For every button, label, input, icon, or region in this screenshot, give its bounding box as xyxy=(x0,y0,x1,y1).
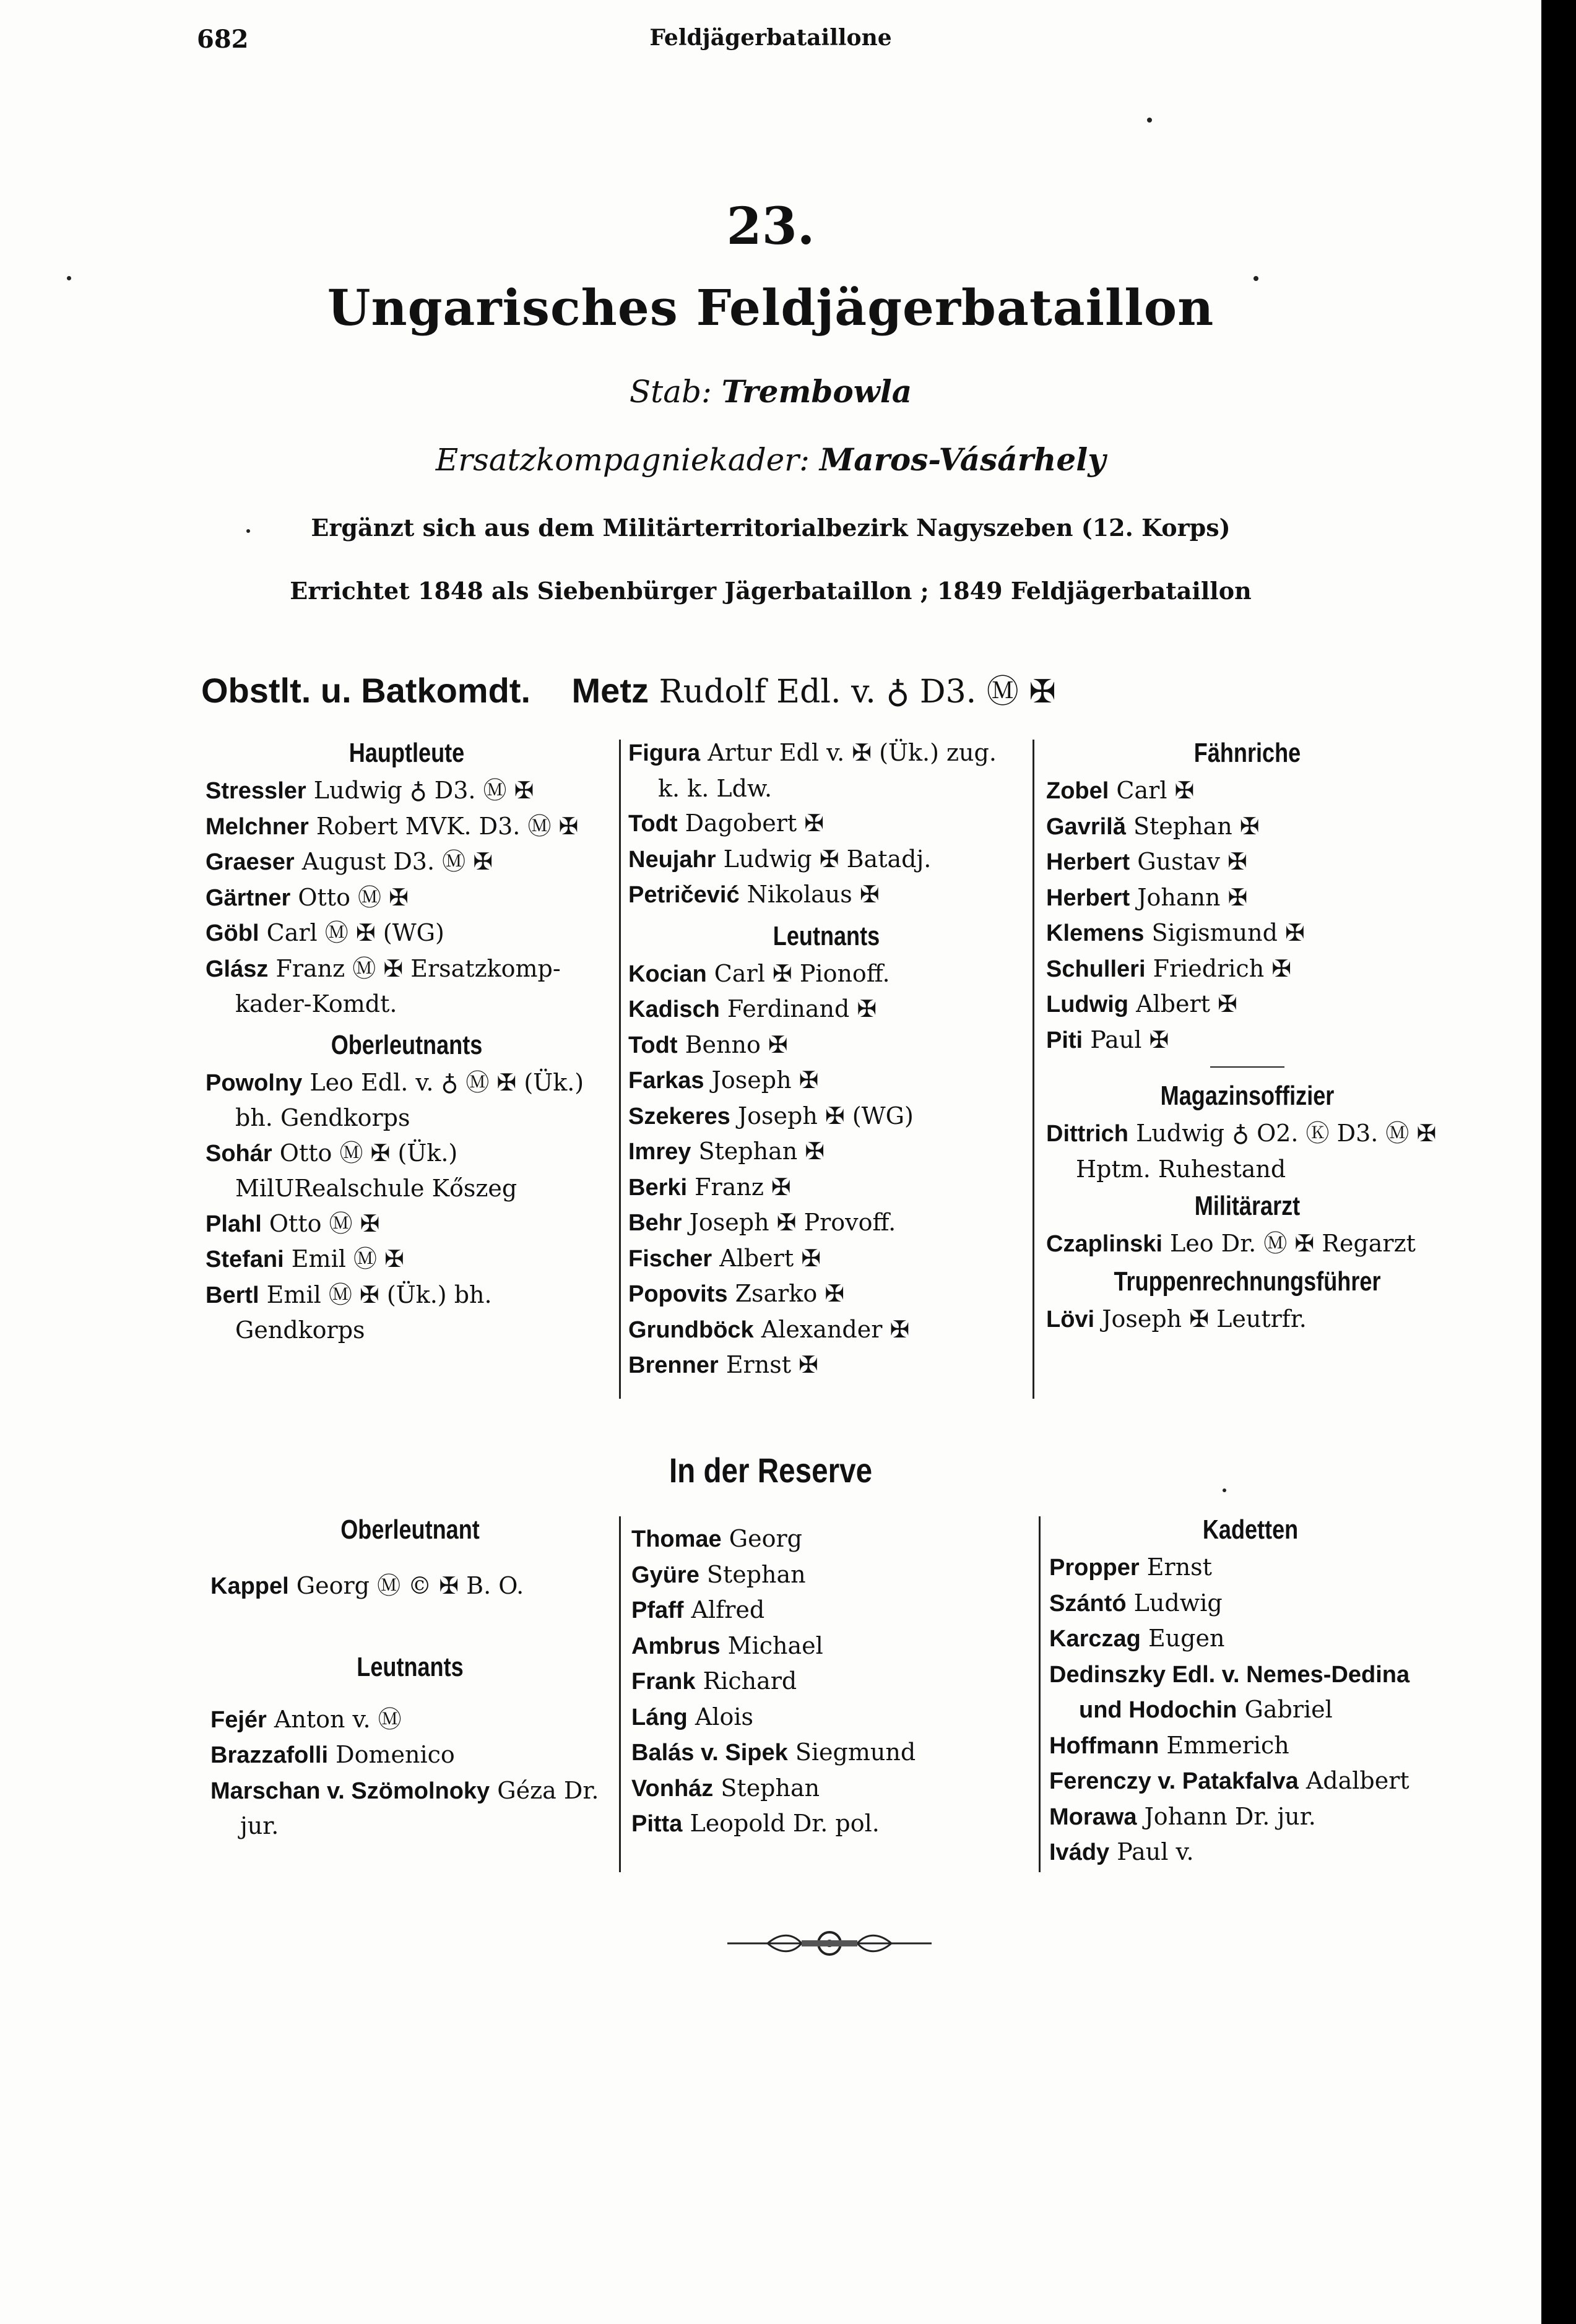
commander-rank: Obstlt. u. Batkomdt. xyxy=(201,671,530,710)
surname: Popovits xyxy=(628,1281,728,1307)
entry-details: Emmerich xyxy=(1166,1731,1289,1759)
roster-entry xyxy=(210,1702,610,1738)
surname: Klemens xyxy=(1046,920,1145,946)
heading-reserve-oberleutnant: Oberleutnant xyxy=(340,1514,480,1545)
roster-entry xyxy=(628,806,1024,842)
surname: Propper xyxy=(1049,1555,1140,1581)
roster-entry xyxy=(628,991,1024,1027)
entry-details: Artur Edl v. ✠ (Ük.) zug. k. k. Ldw. xyxy=(658,739,997,802)
surname: Hoffmann xyxy=(1049,1732,1159,1759)
surname: Dedinszky Edl. v. Nemes-Dedina und Hodochin xyxy=(1049,1661,1410,1723)
roster-entry xyxy=(1046,880,1448,916)
entry-details: Ernst xyxy=(1146,1553,1212,1581)
entry-details: Dagobert ✠ xyxy=(685,810,825,837)
entry-details: Leo Dr. Ⓜ ✠ Regarzt xyxy=(1170,1230,1416,1257)
ersatz-label: Ersatzkompagniekader: xyxy=(435,442,810,478)
roster-entry xyxy=(210,1737,610,1773)
column-rule xyxy=(1039,1516,1041,1872)
roster-entry xyxy=(628,1312,1024,1348)
entry-details: Otto Ⓜ ✠ xyxy=(269,1209,380,1237)
roster-entry xyxy=(206,1065,608,1136)
surname: Ivády xyxy=(1049,1839,1110,1865)
surname: Behr xyxy=(628,1210,682,1236)
surname: Berki xyxy=(628,1174,688,1201)
entry-details: Stephan ✠ xyxy=(698,1138,825,1165)
entry-details: Gustav ✠ xyxy=(1137,848,1247,875)
entry-details: Nikolaus ✠ xyxy=(747,881,880,908)
roster-entry xyxy=(631,1557,1031,1593)
entry-details: Johann ✠ xyxy=(1137,883,1248,911)
surname: Szántó xyxy=(1049,1590,1127,1617)
surname: Fejér xyxy=(210,1706,267,1733)
speck xyxy=(1147,118,1152,123)
entry-details: Albert ✠ xyxy=(719,1244,821,1272)
surname: Ambrus xyxy=(631,1633,721,1659)
roster-entry xyxy=(1049,1586,1452,1622)
roster-entry xyxy=(206,1136,608,1206)
roster-entry xyxy=(628,1205,1024,1241)
entry-details: Paul v. xyxy=(1117,1838,1194,1865)
roster-entry xyxy=(628,1027,1024,1063)
surname: Stressler xyxy=(206,778,306,804)
roster-entry xyxy=(1046,1116,1448,1186)
surname: Grundböck xyxy=(628,1316,754,1343)
roster-entry xyxy=(628,735,1024,806)
entry-details: Carl Ⓜ ✠ (WG) xyxy=(266,919,444,946)
ornament-divider xyxy=(724,1928,935,1959)
heading-oberleutnants: Oberleutnants xyxy=(331,1029,483,1060)
roster-entry xyxy=(206,1242,608,1277)
roster-entry xyxy=(1046,951,1448,987)
column-rule xyxy=(619,1516,621,1872)
list-militaerarzt xyxy=(1046,1226,1448,1262)
ersatz-place: Maros-Vásárhely xyxy=(819,441,1106,478)
surname: Herbert xyxy=(1046,849,1130,875)
stab-label: Stab: xyxy=(629,374,712,410)
surname: Dittrich xyxy=(1046,1121,1128,1147)
roster-entry xyxy=(628,1347,1024,1383)
entry-details: Franz Ⓜ ✠ Ersatzkomp-kader-Komdt. xyxy=(235,954,561,1017)
surname: Melchner xyxy=(206,813,309,840)
entry-details: Ernst ✠ xyxy=(725,1351,818,1378)
list-reserve-leutnants xyxy=(210,1702,610,1844)
column-right xyxy=(1046,733,1448,1337)
entry-details: Georg xyxy=(729,1525,803,1552)
entry-details: Géza Dr. jur. xyxy=(240,1776,599,1839)
entry-details: Sigismund ✠ xyxy=(1151,919,1305,946)
complement-line: Ergänzt sich aus dem Militärterritorialbezirk Nagyszeben (12. Korps) xyxy=(311,514,1231,542)
entry-details: Carl ✠ xyxy=(1116,777,1195,804)
list-hauptleute xyxy=(206,773,608,1022)
surname: Brenner xyxy=(628,1352,719,1378)
speck xyxy=(1223,1488,1226,1492)
entry-details: Stephan xyxy=(721,1774,820,1802)
surname: Schulleri xyxy=(1046,956,1146,982)
entry-details: August D3. Ⓜ ✠ xyxy=(301,848,493,875)
surname: Frank xyxy=(631,1669,696,1695)
surname: Herbert xyxy=(1046,884,1130,911)
heading-truppenrechnungsfuehrer: Truppenrechnungsführer xyxy=(1114,1266,1381,1297)
entry-details: Joseph ✠ (WG) xyxy=(737,1102,914,1130)
entry-details: Stephan ✠ xyxy=(1133,812,1260,840)
roster-entry xyxy=(631,1806,1031,1842)
surname: Morawa xyxy=(1049,1803,1137,1830)
entry-details: Johann Dr. jur. xyxy=(1144,1802,1316,1830)
ersatz-line xyxy=(0,441,1541,478)
entry-details: Ludwig ♁ O2. Ⓚ D3. Ⓜ ✠ Hptm. Ruhestand xyxy=(1076,1120,1437,1183)
roster-entry xyxy=(628,1170,1024,1206)
entry-details: Gabriel xyxy=(1244,1696,1333,1723)
entry-details: Joseph ✠ Provoff. xyxy=(689,1209,896,1236)
surname: Gavrilă xyxy=(1046,813,1126,840)
heading-magazinsoffizier: Magazinsoffizier xyxy=(1160,1081,1335,1111)
heading-leutnants: Leutnants xyxy=(773,920,880,951)
page-number: 682 xyxy=(197,25,249,54)
entry-details: Benno ✠ xyxy=(685,1030,788,1058)
surname: Graeser xyxy=(206,849,295,875)
roster-entry xyxy=(631,1664,1031,1700)
surname: Imrey xyxy=(628,1139,691,1165)
surname: Neujahr xyxy=(628,846,716,873)
reserve-column-right xyxy=(1049,1510,1452,1870)
roster-entry xyxy=(631,1592,1031,1628)
list-reserve-oberleutnant xyxy=(210,1568,610,1604)
commander-surname: Metz xyxy=(571,671,649,710)
entry-details: Siegmund xyxy=(795,1739,916,1766)
roster-entry xyxy=(1049,1834,1452,1870)
surname: Kappel xyxy=(210,1573,289,1599)
entry-details: Otto Ⓜ ✠ xyxy=(298,883,409,911)
column-rule xyxy=(1033,740,1034,1399)
roster-entry xyxy=(628,1134,1024,1170)
roster-entry xyxy=(628,877,1024,913)
list-middle-top xyxy=(628,735,1024,913)
roster-entry xyxy=(1046,1302,1448,1337)
surname: Marschan v. Szömolnoky xyxy=(210,1778,490,1804)
entry-details: Georg Ⓜ © ✠ B. O. xyxy=(296,1572,524,1599)
list-oberleutnants xyxy=(206,1065,608,1348)
roster-entry xyxy=(210,1773,610,1844)
roster-entry xyxy=(1046,1022,1448,1058)
roster-entry xyxy=(210,1568,610,1604)
surname: Todt xyxy=(628,811,678,837)
roster-entry xyxy=(1049,1621,1452,1657)
roster-entry xyxy=(631,1628,1031,1664)
surname: Todt xyxy=(628,1032,678,1058)
entry-details: Emil Ⓜ ✠ xyxy=(291,1245,404,1272)
unit-title: Ungarisches Feldjägerbataillon xyxy=(327,279,1214,337)
roster-entry xyxy=(628,1241,1024,1277)
reserve-title: In der Reserve xyxy=(669,1451,873,1490)
entry-details: Joseph ✠ Leutrfr. xyxy=(1102,1305,1307,1333)
entry-details: Franz ✠ xyxy=(695,1173,791,1201)
entry-details: Joseph ✠ xyxy=(711,1066,819,1094)
column-middle xyxy=(628,735,1024,1383)
entry-details: Robert MVK. D3. Ⓜ ✠ xyxy=(316,812,579,840)
entry-details: Paul ✠ xyxy=(1090,1026,1169,1053)
roster-entry xyxy=(1049,1550,1452,1586)
entry-details: Ferdinand ✠ xyxy=(727,995,877,1022)
established-line: Errichtet 1848 als Siebenbürger Jägerbataillon ; 1849 Feldjägerbataillon xyxy=(290,577,1252,605)
surname: Czaplinski xyxy=(1046,1231,1163,1257)
list-reserve-middle xyxy=(631,1521,1031,1842)
list-faehnriche xyxy=(1046,773,1448,1058)
roster-entry xyxy=(1046,915,1448,951)
surname: Göbl xyxy=(206,920,259,946)
entry-details: Anton v. Ⓜ xyxy=(274,1705,402,1733)
speck xyxy=(246,529,250,533)
roster-entry xyxy=(206,880,608,916)
roster-entry xyxy=(1049,1763,1452,1799)
entry-details: Ludwig ✠ Batadj. xyxy=(723,845,932,873)
roster-entry xyxy=(1046,1226,1448,1262)
surname: Thomae xyxy=(631,1526,722,1552)
column-rule xyxy=(619,740,621,1399)
column-left xyxy=(206,733,608,1348)
surname: Bertl xyxy=(206,1282,259,1308)
entry-details: Albert ✠ xyxy=(1136,990,1237,1017)
heading-faehnriche: Fähnriche xyxy=(1193,738,1301,768)
roster-entry xyxy=(628,1099,1024,1134)
commander-line xyxy=(201,665,1056,712)
roster-entry xyxy=(628,842,1024,878)
entry-details: Friedrich ✠ xyxy=(1153,954,1292,982)
roster-entry xyxy=(1046,809,1448,845)
entry-details: Alois xyxy=(695,1703,754,1730)
surname: Vonház xyxy=(631,1775,714,1802)
surname: Ferenczy v. Patakfalva xyxy=(1049,1768,1299,1794)
surname: Zobel xyxy=(1046,778,1109,804)
surname: Sohár xyxy=(206,1140,272,1167)
roster-entry xyxy=(206,844,608,880)
roster-entry xyxy=(1046,987,1448,1022)
surname: Figura xyxy=(628,740,701,766)
surname: Stefani xyxy=(206,1246,284,1272)
surname: Gyüre xyxy=(631,1562,699,1588)
entry-details: Zsarko ✠ xyxy=(735,1280,845,1307)
roster-entry xyxy=(206,809,608,845)
entry-details: Domenico xyxy=(336,1741,455,1768)
surname: Piti xyxy=(1046,1027,1083,1053)
entry-details: Eugen xyxy=(1148,1625,1225,1652)
heading-militaerarzt: Militärarzt xyxy=(1194,1191,1301,1221)
entry-details: Carl ✠ Pionoff. xyxy=(714,959,890,987)
roster-entry xyxy=(631,1735,1031,1771)
surname: Pitta xyxy=(631,1811,683,1837)
entry-details: Richard xyxy=(703,1667,797,1695)
entry-details: Alfred xyxy=(691,1596,765,1623)
speck xyxy=(1253,276,1258,281)
roster-entry xyxy=(206,1277,608,1348)
list-truppenrechnungsfuehrer xyxy=(1046,1302,1448,1337)
surname: Kocian xyxy=(628,961,707,987)
surname: Plahl xyxy=(206,1211,262,1237)
list-magazinsoffizier xyxy=(1046,1116,1448,1186)
surname: Láng xyxy=(631,1704,688,1730)
roster-entry xyxy=(1049,1799,1452,1835)
roster-entry xyxy=(628,1063,1024,1099)
roster-entry xyxy=(206,915,608,951)
surname: Karczag xyxy=(1049,1626,1141,1652)
entry-details: Leo Edl. v. ♁ Ⓜ ✠ (Ük.) bh. Gendkorps xyxy=(235,1068,584,1131)
roster-entry xyxy=(206,773,608,809)
speck xyxy=(67,276,71,280)
roster-entry xyxy=(1049,1728,1452,1764)
roster-entry xyxy=(631,1771,1031,1807)
entry-details: Ludwig ♁ D3. Ⓜ ✠ xyxy=(313,777,534,804)
surname: Brazzafolli xyxy=(210,1742,329,1768)
commander-details: Rudolf Edl. v. ♁ D3. Ⓜ ✠ xyxy=(659,673,1056,711)
unit-number: 23. xyxy=(726,197,815,256)
roster-entry xyxy=(631,1521,1031,1557)
list-kadetten xyxy=(1049,1550,1452,1870)
surname: Farkas xyxy=(628,1068,704,1094)
roster-entry xyxy=(628,956,1024,992)
entry-details: Otto Ⓜ ✠ (Ük.) MilURealschule Kőszeg xyxy=(235,1139,517,1202)
roster-entry xyxy=(1046,844,1448,880)
entry-details: Michael xyxy=(727,1631,823,1659)
roster-entry xyxy=(1049,1657,1452,1728)
entry-details: Adalbert xyxy=(1305,1767,1409,1794)
surname: Kadisch xyxy=(628,996,720,1022)
surname: Ludwig xyxy=(1046,991,1128,1017)
roster-entry xyxy=(631,1700,1031,1735)
surname: Glász xyxy=(206,956,269,982)
roster-entry xyxy=(1046,773,1448,809)
surname: Gärtner xyxy=(206,884,291,911)
roster-entry xyxy=(206,951,608,1022)
surname: Fischer xyxy=(628,1245,712,1272)
stab-place: Trembowla xyxy=(721,373,912,410)
list-leutnants xyxy=(628,956,1024,1383)
entry-details: Ludwig xyxy=(1133,1589,1223,1617)
surname: Pfaff xyxy=(631,1597,684,1623)
heading-kadetten: Kadetten xyxy=(1202,1514,1299,1545)
roster-entry xyxy=(628,1276,1024,1312)
entry-details: Leopold Dr. pol. xyxy=(690,1810,880,1837)
divider xyxy=(1210,1066,1284,1068)
running-title: Feldjägerbataillone xyxy=(649,25,892,51)
surname: Powolny xyxy=(206,1069,303,1096)
reserve-column-left xyxy=(210,1510,610,1844)
surname: Balás v. Sipek xyxy=(631,1740,788,1766)
reserve-column-middle xyxy=(631,1521,1031,1842)
entry-details: Stephan xyxy=(706,1560,806,1588)
heading-hauptleute: Hauptleute xyxy=(349,738,465,768)
surname: Szekeres xyxy=(628,1103,730,1130)
stab-line xyxy=(0,373,1541,410)
entry-details: Alexander ✠ xyxy=(761,1315,910,1343)
surname: Petričević xyxy=(628,882,740,908)
entry-details: Emil Ⓜ ✠ (Ük.) bh. Gendkorps xyxy=(235,1281,492,1344)
heading-reserve-leutnants: Leutnants xyxy=(357,1651,464,1682)
roster-entry xyxy=(206,1206,608,1242)
surname: Lövi xyxy=(1046,1306,1095,1333)
